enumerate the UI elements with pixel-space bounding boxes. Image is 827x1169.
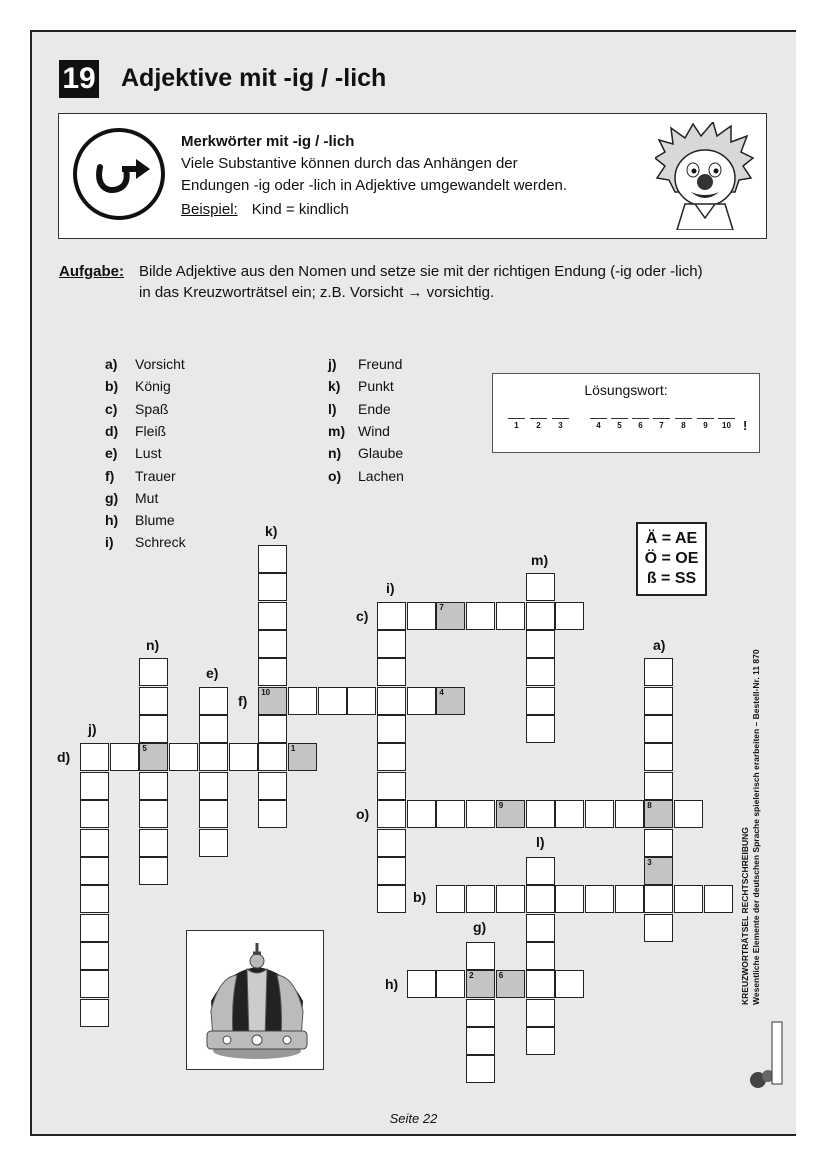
- crossword-cell[interactable]: [644, 885, 673, 913]
- crossword-cell[interactable]: [80, 772, 109, 800]
- crossword-cell[interactable]: [644, 800, 673, 828]
- crossword-cell[interactable]: [644, 687, 673, 715]
- word-text: Wind: [358, 422, 390, 439]
- word-key: j): [328, 356, 337, 372]
- word-key: c): [105, 400, 118, 417]
- solution-number: 2: [469, 971, 474, 981]
- crossword-cell[interactable]: [139, 743, 168, 771]
- word-key: o): [328, 467, 342, 484]
- solution-slot[interactable]: 2: [530, 418, 547, 430]
- crossword-cell[interactable]: [526, 1027, 555, 1055]
- crossword-cell[interactable]: [258, 545, 287, 573]
- crossword-cell[interactable]: [615, 800, 644, 828]
- crossword-cell[interactable]: [377, 772, 406, 800]
- solution-number: 9: [498, 801, 504, 811]
- cartoon-boy-icon: [655, 122, 755, 230]
- clue-label: n): [146, 637, 160, 653]
- crossword-cell[interactable]: [377, 800, 406, 828]
- crossword-cell[interactable]: [377, 743, 406, 771]
- solution-slot[interactable]: 9: [697, 418, 714, 430]
- crossword-cell[interactable]: [436, 687, 465, 715]
- crossword-cell[interactable]: [139, 715, 168, 743]
- side-text-line-1: KREUZWORTRÄTSEL RECHTSCHREIBUNG: [740, 827, 750, 1005]
- solution-number: 5: [142, 744, 147, 754]
- solution-slot[interactable]: 3: [552, 418, 569, 430]
- solution-number: 1: [290, 744, 296, 754]
- crossword-cell[interactable]: [585, 800, 614, 828]
- crossword-cell[interactable]: [436, 885, 465, 913]
- crown-icon: [187, 931, 323, 1069]
- crossword-cell[interactable]: [139, 829, 168, 857]
- example-label: Beispiel:: [181, 201, 238, 218]
- crossword-cell[interactable]: [466, 970, 495, 998]
- crossword-cell[interactable]: [288, 687, 317, 715]
- loesungswort-box: [492, 373, 760, 453]
- side-text-line-2: Wesentliche Elemente der deutschen Sprache spielerisch erarbeiten – Bestell-Nr. 11 870: [751, 649, 761, 1005]
- chapter-number: 19: [59, 60, 99, 98]
- page-footer: Seite 22: [389, 1111, 438, 1126]
- crossword-cell[interactable]: [199, 687, 228, 715]
- crossword-cell[interactable]: [229, 743, 258, 771]
- crossword-cell[interactable]: [169, 743, 198, 771]
- crossword-cell[interactable]: [199, 772, 228, 800]
- crossword-cell[interactable]: [526, 658, 555, 686]
- crossword-cell[interactable]: [377, 630, 406, 658]
- crossword-cell[interactable]: [436, 602, 465, 630]
- crossword-cell[interactable]: [555, 885, 584, 913]
- crossword-cell[interactable]: [80, 829, 109, 857]
- word-text: Trauer: [135, 467, 176, 484]
- crossword-cell[interactable]: [80, 800, 109, 828]
- info-line-1: Viele Substantive können durch das Anhängen der: [181, 155, 518, 172]
- crossword-cell[interactable]: [466, 800, 495, 828]
- clue-label: d): [57, 749, 71, 765]
- crossword-cell[interactable]: [80, 999, 109, 1027]
- loesungswort-title: Lösungswort:: [584, 382, 668, 398]
- crossword-cell[interactable]: [526, 800, 555, 828]
- crossword-cell[interactable]: [258, 715, 287, 743]
- word-key: g): [105, 489, 119, 506]
- word-key: d): [105, 422, 119, 439]
- crossword-cell[interactable]: [526, 687, 555, 715]
- crossword-cell[interactable]: [644, 715, 673, 743]
- word-text: Lust: [135, 445, 162, 462]
- crossword-cell[interactable]: [436, 970, 465, 998]
- crossword-cell[interactable]: [110, 743, 139, 771]
- crossword-cell[interactable]: [347, 687, 376, 715]
- word-text: Punkt: [358, 378, 394, 395]
- word-text: Vorsicht: [135, 356, 185, 372]
- crossword-cell[interactable]: [644, 772, 673, 800]
- info-line-2: Endungen -ig oder -lich in Adjektive umgewandelt werden.: [181, 177, 568, 194]
- crossword-cell[interactable]: [496, 800, 525, 828]
- umlaut-rule: ß = SS: [646, 570, 697, 587]
- word-text: Lachen: [358, 467, 404, 484]
- crossword-cell[interactable]: [258, 743, 287, 771]
- solution-slot[interactable]: 1: [508, 418, 525, 430]
- crossword-cell[interactable]: [258, 800, 287, 828]
- word-text: Ende: [358, 400, 391, 417]
- solution-number: 8: [647, 801, 652, 811]
- crossword-cell[interactable]: [258, 630, 287, 658]
- crossword-cell[interactable]: [288, 743, 317, 771]
- crossword-cell[interactable]: [80, 914, 109, 942]
- crossword-cell[interactable]: [704, 885, 733, 913]
- word-text: Freund: [358, 356, 403, 372]
- crossword-cell[interactable]: [466, 942, 495, 970]
- crossword-cell[interactable]: [199, 743, 228, 771]
- crossword-cell[interactable]: [80, 885, 109, 913]
- clue-label: f): [238, 693, 248, 709]
- crossword-cell[interactable]: [377, 829, 406, 857]
- crossword-cell[interactable]: [377, 715, 406, 743]
- word-text: Mut: [135, 489, 159, 506]
- clue-label: e): [206, 665, 219, 681]
- task-label: Aufgabe:: [59, 263, 124, 280]
- crossword-cell[interactable]: [139, 857, 168, 885]
- word-key: m): [328, 422, 346, 439]
- word-key: k): [328, 378, 341, 395]
- crossword-cell[interactable]: [526, 857, 555, 885]
- crossword-cell[interactable]: [674, 800, 703, 828]
- clue-label: a): [653, 637, 666, 653]
- publisher-side-text: [740, 649, 762, 1005]
- crossword-cell[interactable]: [407, 970, 436, 998]
- crossword-cell[interactable]: [466, 885, 495, 913]
- word-text: Blume: [135, 512, 175, 529]
- crossword-cell[interactable]: [615, 885, 644, 913]
- crossword-cell[interactable]: [644, 743, 673, 771]
- crossword-cell[interactable]: [526, 885, 555, 913]
- crossword-cell[interactable]: [199, 800, 228, 828]
- crossword-cell[interactable]: [555, 970, 584, 998]
- word-text: Glaube: [358, 445, 404, 462]
- crossword-cell[interactable]: [674, 885, 703, 913]
- crossword-cell[interactable]: [466, 999, 495, 1027]
- crossword-cell[interactable]: [526, 602, 555, 630]
- crossword-cell[interactable]: [496, 885, 525, 913]
- word-key: f): [105, 467, 115, 484]
- task-line-2: in das Kreuzworträtsel ein; z.B. Vorsicht → vorsichtig.: [139, 284, 495, 301]
- crossword-cell[interactable]: [496, 602, 525, 630]
- crossword-cell[interactable]: [526, 573, 555, 601]
- crossword-cell[interactable]: [377, 687, 406, 715]
- crossword-cell[interactable]: [199, 829, 228, 857]
- word-key: e): [105, 445, 118, 462]
- clue-label: k): [265, 523, 278, 539]
- crossword-cell[interactable]: [139, 772, 168, 800]
- loesungswort-exclamation: !: [743, 418, 748, 433]
- solution-slot[interactable]: 5: [611, 418, 628, 430]
- umlaut-rule: Ö = OE: [644, 550, 699, 567]
- crossword-cell[interactable]: [258, 687, 287, 715]
- solution-slot[interactable]: 4: [590, 418, 607, 430]
- clue-label: g): [473, 919, 487, 935]
- word-text: König: [135, 378, 171, 395]
- word-key: i): [105, 534, 114, 551]
- clue-label: b): [413, 889, 427, 905]
- crossword-cell[interactable]: [377, 857, 406, 885]
- crossword-cell[interactable]: [466, 1027, 495, 1055]
- crossword-cell[interactable]: [526, 970, 555, 998]
- solution-number: 7: [439, 602, 444, 612]
- page-title: Adjektive mit -ig / -lich: [121, 64, 387, 92]
- crossword-cell[interactable]: [644, 658, 673, 686]
- crossword-cell[interactable]: [526, 942, 555, 970]
- crossword-cell[interactable]: [466, 602, 495, 630]
- crossword-cell[interactable]: [526, 914, 555, 942]
- word-key: a): [105, 356, 118, 372]
- solution-slot[interactable]: 8: [675, 418, 692, 430]
- word-text: Fleiß: [135, 422, 167, 439]
- crossword-cell[interactable]: [80, 743, 109, 771]
- example-text: Kind = kindlich: [251, 201, 349, 218]
- crossword-cell[interactable]: [585, 885, 614, 913]
- word-key: l): [328, 400, 337, 417]
- crossword-cell[interactable]: [644, 857, 673, 885]
- info-heading: Merkwörter mit -ig / -lich: [181, 133, 355, 150]
- crossword-cell[interactable]: [555, 602, 584, 630]
- crossword-cell[interactable]: [139, 687, 168, 715]
- crossword-cell[interactable]: [644, 914, 673, 942]
- clue-label: o): [356, 806, 370, 822]
- crossword-cell[interactable]: [139, 658, 168, 686]
- crossword-cell[interactable]: [377, 658, 406, 686]
- crossword-cell[interactable]: [258, 658, 287, 686]
- solution-slot[interactable]: 6: [632, 418, 649, 430]
- crossword-cell[interactable]: [318, 687, 347, 715]
- crossword-cell[interactable]: [258, 772, 287, 800]
- solution-number: 3: [647, 857, 652, 867]
- solution-number: 6: [498, 971, 504, 981]
- crossword-cell[interactable]: [407, 687, 436, 715]
- crossword-cell[interactable]: [436, 800, 465, 828]
- solution-slot[interactable]: 7: [653, 418, 670, 430]
- word-key: h): [105, 512, 119, 529]
- clue-label: i): [386, 580, 395, 596]
- crossword-cell[interactable]: [258, 573, 287, 601]
- umlaut-rules-box: [636, 522, 707, 596]
- solution-slot[interactable]: 10: [718, 418, 735, 430]
- word-key: b): [105, 378, 119, 395]
- crossword-cell[interactable]: [644, 829, 673, 857]
- crossword-cell[interactable]: [466, 1055, 495, 1083]
- crossword-cell[interactable]: [199, 715, 228, 743]
- word-key: n): [328, 445, 342, 462]
- clue-label: m): [531, 552, 549, 568]
- solution-number: 4: [439, 687, 444, 697]
- publisher-logo: [748, 1018, 784, 1090]
- crown-image: [186, 930, 324, 1070]
- crossword-cell[interactable]: [526, 999, 555, 1027]
- word-text: Spaß: [135, 400, 169, 417]
- crossword-cell[interactable]: [407, 602, 436, 630]
- arrow-circle-icon: [72, 127, 166, 221]
- crossword-cell[interactable]: [80, 942, 109, 970]
- crossword-cell[interactable]: [139, 800, 168, 828]
- crossword-cell[interactable]: [555, 800, 584, 828]
- crossword-cell[interactable]: [377, 885, 406, 913]
- clue-label: c): [356, 608, 369, 624]
- crossword-cell[interactable]: [526, 715, 555, 743]
- task-line-1: Bilde Adjektive aus den Nomen und setze sie mit der richtigen Endung (-ig oder -lich): [139, 263, 703, 280]
- clue-label: h): [385, 976, 399, 992]
- umlaut-rule: Ä = AE: [645, 530, 698, 547]
- crossword-cell[interactable]: [80, 857, 109, 885]
- crossword-cell[interactable]: [526, 630, 555, 658]
- crossword-cell[interactable]: [258, 602, 287, 630]
- word-text: Schreck: [135, 534, 186, 551]
- clue-label: l): [536, 834, 545, 850]
- clue-label: j): [88, 721, 97, 737]
- info-example: [181, 201, 349, 218]
- solution-number: 10: [261, 687, 271, 697]
- crossword-cell[interactable]: [80, 970, 109, 998]
- crossword-cell[interactable]: [377, 602, 406, 630]
- publisher-logo-icon: [748, 1018, 784, 1090]
- crossword-cell[interactable]: [407, 800, 436, 828]
- crossword-cell[interactable]: [496, 970, 525, 998]
